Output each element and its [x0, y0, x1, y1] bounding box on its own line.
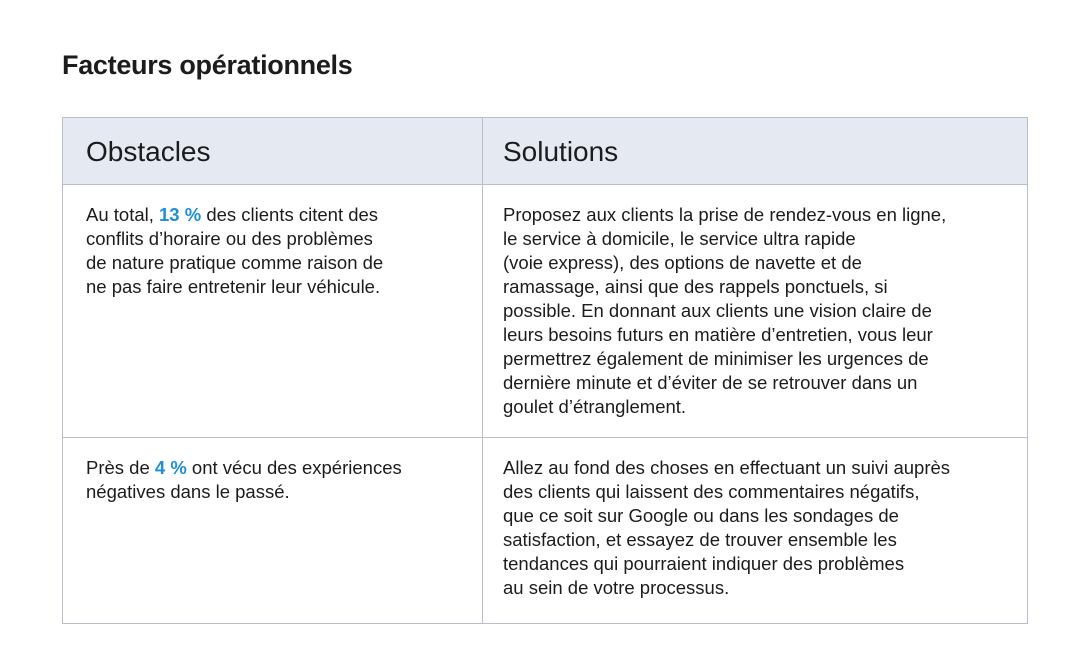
- text-line: au sein de votre processus.: [503, 577, 730, 598]
- table-row: [63, 437, 1027, 623]
- text-line: ne pas faire entretenir leur véhicule.: [86, 276, 381, 297]
- text-line: le service à domicile, le service ultra rapide: [503, 228, 856, 249]
- text-line: que ce soit sur Google ou dans les sondages de: [503, 505, 899, 526]
- text: ont vécu des expériences: [186, 457, 402, 478]
- page-title: Facteurs opérationnels: [62, 50, 353, 80]
- obstacle-first-line: [86, 203, 462, 227]
- text-line: satisfaction, et essayez de trouver ensemble les: [503, 529, 897, 550]
- table-header-row: [63, 118, 1027, 184]
- obstacle-cell: [63, 438, 483, 623]
- text-line: permettrez également de minimiser les urgences de: [503, 348, 929, 369]
- highlight-stat: 4 %: [154, 457, 187, 478]
- text: des clients citent des: [201, 204, 379, 225]
- text-line: conflits d’horaire ou des problèmes: [86, 228, 373, 249]
- solution-cell: [483, 438, 1027, 623]
- header-obstacles: Obstacles: [63, 118, 483, 184]
- text-line: Proposez aux clients la prise de rendez-vous en ligne,: [503, 204, 947, 225]
- text-line: possible. En donnant aux clients une vision claire de: [503, 300, 932, 321]
- text: Près de: [86, 457, 155, 478]
- obstacle-cell: [63, 185, 483, 437]
- table-row: [63, 184, 1027, 437]
- text-line: (voie express), des options de navette et de: [503, 252, 862, 273]
- highlight-stat: 13 %: [159, 204, 202, 225]
- header-solutions: Solutions: [503, 136, 619, 167]
- text-line: négatives dans le passé.: [86, 481, 290, 502]
- text: Au total,: [86, 204, 160, 225]
- text-line: dernière minute et d’éviter de se retrouver dans un: [503, 372, 918, 393]
- text-line: goulet d’étranglement.: [503, 396, 687, 417]
- text-line: de nature pratique comme raison de: [86, 252, 384, 273]
- obstacle-first-line: [86, 456, 462, 480]
- text-line: tendances qui pourraient indiquer des problèmes: [503, 553, 905, 574]
- text-line: leurs besoins futurs en matière d’entretien, vous leur: [503, 324, 933, 345]
- text-line: des clients qui laissent des commentaires négatifs,: [503, 481, 920, 502]
- text-line: Allez au fond des choses en effectuant un suivi auprès: [503, 457, 951, 478]
- operational-factors-table: [62, 117, 1028, 624]
- text-line: ramassage, ainsi que des rappels ponctuels, si: [503, 276, 888, 297]
- solution-cell: [483, 185, 1027, 437]
